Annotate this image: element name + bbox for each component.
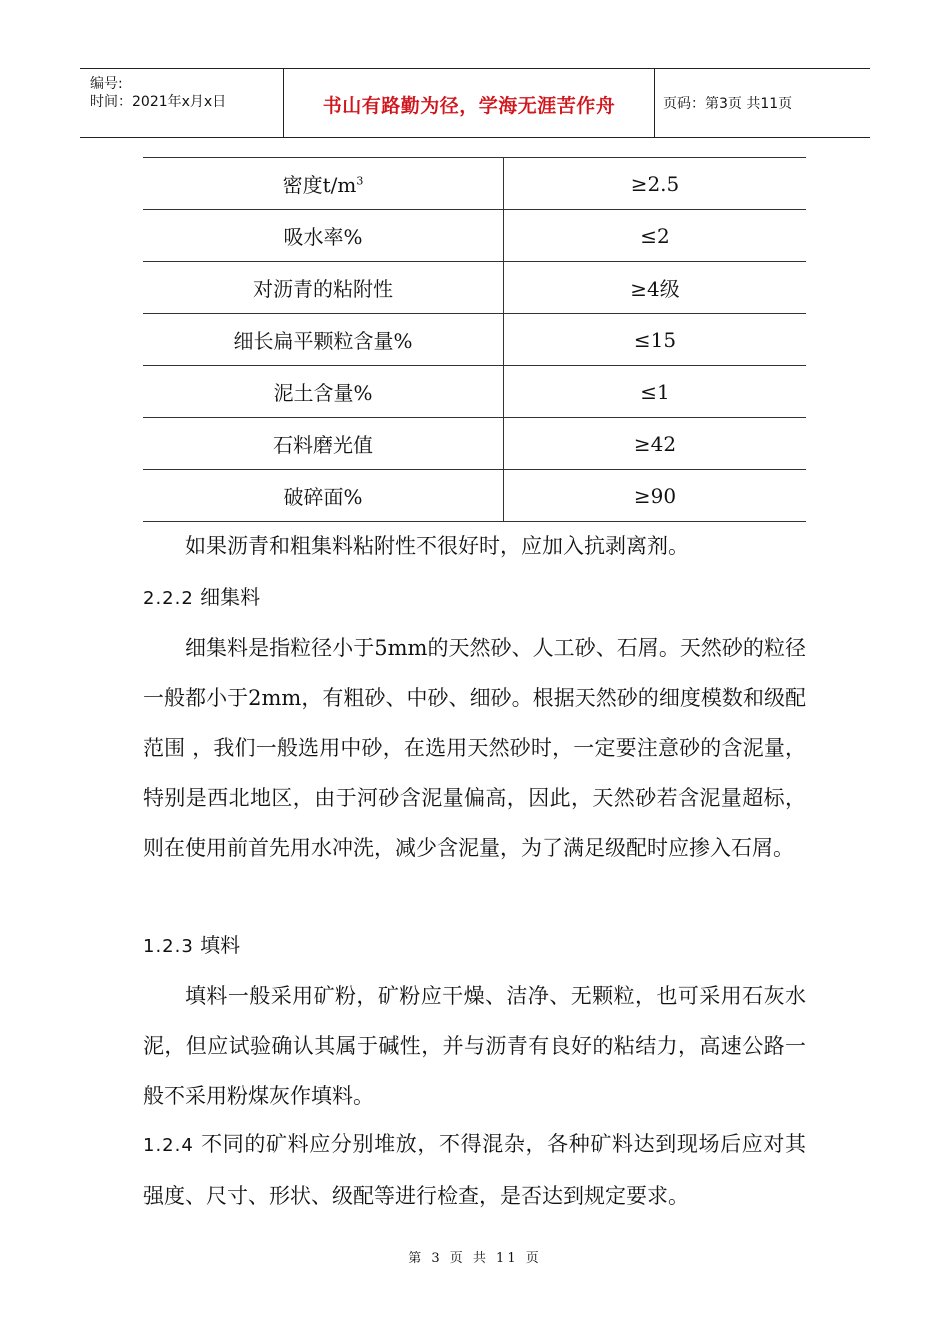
- spec-value-cell: ≤2: [504, 210, 807, 262]
- document-header: [80, 68, 870, 138]
- spec-value-cell: ≤1: [504, 366, 807, 418]
- fine-aggregate-paragraph: 细集料是指粒径小于5mm的天然砂、人工砂、石屑。天然砂的粒径一般都小于2mm，有粗砂、中砂、细砂。根据天然砂的细度模数和级配范围 ，我们一般选用中砂，在选用天然砂时，一定要注意砂的含泥量，特别是西北地区，由于河砂含泥量偏高，因此，天然砂若含泥量超标，则在使用前首先用水冲洗，减少含泥量，为了满足级配时应掺入石屑。: [143, 636, 806, 860]
- spec-item-cell: [143, 418, 504, 470]
- table-row: [143, 470, 806, 522]
- spec-value-cell: ≤15: [504, 314, 807, 366]
- section-heading-filler: [143, 920, 240, 972]
- section-heading-fine-aggregate: [143, 572, 260, 624]
- spec-value-cell: ≥42: [504, 418, 807, 470]
- spec-item-label: 泥土含量%: [273, 381, 373, 405]
- document-number-label: 编号:: [90, 76, 123, 92]
- aggregate-spec-table: [143, 157, 806, 522]
- header-motto-cell: [284, 69, 655, 137]
- spec-item-cell: [143, 314, 504, 366]
- filler-paragraph: 填料一般采用矿粉，矿粉应干燥、洁净、无颗粒，也可采用石灰水泥，但应试验确认其属于碱性，并与沥青有良好的粘结力，高速公路一般不采用粉煤灰作填料。: [143, 984, 806, 1108]
- spec-item-cell: [143, 470, 504, 522]
- section-title: 填料: [200, 933, 241, 957]
- document-date: 时间：2021年x月x日: [90, 94, 227, 110]
- unit-superscript: 3: [356, 174, 364, 188]
- spec-item-label: 破碎面%: [283, 485, 363, 509]
- spec-item-label: 对沥青的粘附性: [253, 277, 393, 301]
- header-meta-cell: [80, 69, 284, 137]
- spec-value-cell: ≥2.5: [504, 158, 807, 210]
- spec-item-cell: [143, 366, 504, 418]
- stockpile-paragraph: [143, 1119, 806, 1221]
- spec-item-label: 吸水率%: [283, 225, 363, 249]
- header-page-cell: [655, 69, 870, 137]
- table-row: [143, 366, 806, 418]
- page-footer: 第 3 页 共 11 页: [408, 1251, 542, 1266]
- table-row: [143, 418, 806, 470]
- section-number: 1.2.3: [143, 936, 194, 957]
- spec-item-cell: [143, 158, 504, 210]
- table-row: [143, 262, 806, 314]
- table-row: [143, 210, 806, 262]
- spec-item-label: 细长扁平颗粒含量%: [233, 329, 413, 353]
- section-number: 1.2.4: [143, 1135, 194, 1156]
- table-row: [143, 158, 806, 210]
- spec-item-label: 密度t/m: [282, 173, 357, 197]
- header-motto: 书山有路勤为径，学海无涯苦作舟: [322, 95, 616, 117]
- spec-value-cell: ≥90: [504, 470, 807, 522]
- spec-value-cell: ≥4级: [504, 262, 807, 314]
- section-number: 2.2.2: [143, 588, 194, 609]
- section-title: 细集料: [200, 585, 261, 609]
- spec-item-cell: [143, 210, 504, 262]
- antistrip-note: 如果沥青和粗集料粘附性不很好时，应加入抗剥离剂。: [185, 534, 689, 558]
- spec-item-label: 石料磨光值: [273, 433, 373, 457]
- stockpile-text: 不同的矿料应分别堆放，不得混杂，各种矿料达到现场后应对其强度、尺寸、形状、级配等进行检查，是否达到规定要求。: [143, 1132, 806, 1208]
- header-page-info: 页码：第3页 共11页: [663, 96, 793, 112]
- spec-item-cell: [143, 262, 504, 314]
- table-row: [143, 314, 806, 366]
